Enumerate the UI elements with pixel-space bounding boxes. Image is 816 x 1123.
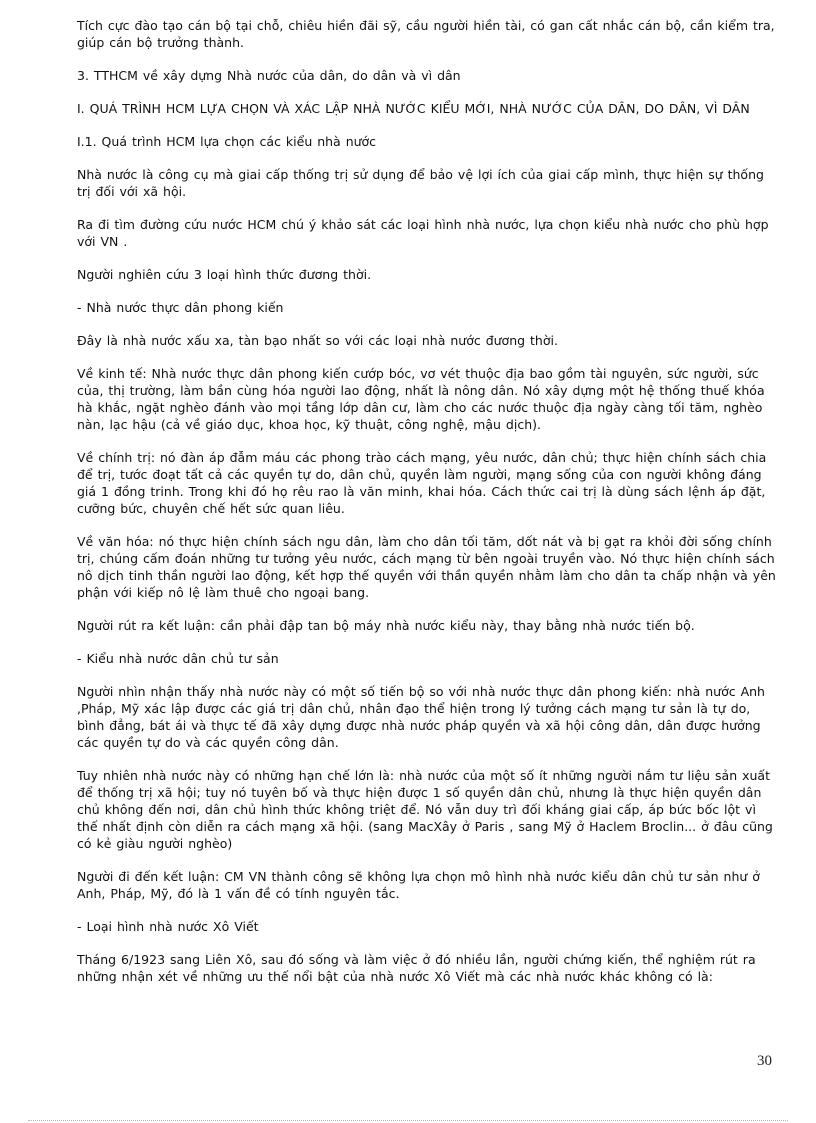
- paragraph-soviet-visit: Tháng 6/1923 sang Liên Xô, sau đó sống và làm việc ở đó nhiều lần, người chứng kiến, thể nghiệm rút ra những nhận xét về những ưu thế nổi bật của nhà nước Xô Viết mà các nhà nước khác không có là:: [77, 952, 756, 984]
- paragraph-training-cadres: Tích cực đào tạo cán bộ tại chỗ, chiêu hiền đãi sỹ, cầu người hiền tài, có gan cất nhắc cán bộ, cần kiểm tra, giúp cán bộ trưởng thành.: [77, 18, 775, 50]
- page-number: 30: [757, 1053, 772, 1069]
- paragraph-culture: Về văn hóa: nó thực hiện chính sách ngu dân, làm cho dân tối tăm, dốt nát và bị gạt ra khỏi đời sống chính trị, chúng cấm đoán những tư tưởng yêu nước, cách mạng từ bên ngoài truyền vào. Nó thực hiện chính sách nô dịch tinh thần người lao động, kết hợp thế quyền với thần quyền nhằm làm cho dân ta chấp nhận và yên phận với kiếp nô lệ làm thuê cho ngoại bang.: [77, 534, 776, 600]
- section-heading-state: 3. TTHCM về xây dựng Nhà nước của dân, do dân và vì dân: [77, 68, 461, 83]
- list-item-bourgeois-democracy: - Kiểu nhà nước dân chủ tư sản: [77, 651, 279, 666]
- subsection-heading: I.1. Quá trình HCM lựa chọn các kiểu nhà nước: [77, 134, 377, 149]
- paragraph-politics: Về chính trị: nó đàn áp đẫm máu các phong trào cách mạng, yêu nước, dân chủ; thực hiện chính sách chia để trị, tước đoạt tất cả các quyền tự do, dân chủ, quyền làm người, mạng sống của con người không đáng giá 1 đồng trinh. Trong khi đó họ rêu rao là văn minh, khai hóa. Cách thức cai trị là dùng sách lệnh áp đặt, cưỡng bức, chuyên chế hết sức quan liêu.: [77, 450, 767, 516]
- paragraph-conclusion-colonial: Người rút ra kết luận: cần phải đập tan bộ máy nhà nước kiểu này, thay bằng nhà nước tiến bộ.: [77, 618, 695, 633]
- paragraph-three-types: Người nghiên cứu 3 loại hình thức đương thời.: [77, 267, 372, 282]
- paragraph-bourgeois-progress: Người nhìn nhận thấy nhà nước này có một số tiến bộ so với nhà nước thực dân phong kiến: nhà nước Anh ,Pháp, Mỹ xác lập được các giá trị dân chủ, nhân đạo thể hiện trong lý tưởng cách mạng tư sản là tự do, bình đẳng, bát ái và thực tế đã xây dựng được nhà nước pháp quyền và xã hội công dân, dân được hưởng các quyền tự do và các quyền công dân.: [77, 684, 765, 750]
- paragraph-bourgeois-limits: Tuy nhiên nhà nước này có những hạn chế lớn là: nhà nước của một số ít những người nắm tư liệu sản xuất để thống trị xã hội; tuy nó tuyên bố và thực hiện được 1 số quyền dân chủ, nhưng là thực hiện quyền dân chủ không đến nơi, dân chủ hình thức không triệt để. Nó vẫn duy trì đối kháng giai cấp, áp bức bốc lột vì thế nhất định còn diễn ra cách mạng xã hội. (sang MacXây ở Paris , sang Mỹ ở Haclem Broclin... ở đâu cũng có kẻ giàu người nghèo): [77, 768, 773, 851]
- paragraph-colonial-summary: Đây là nhà nước xấu xa, tàn bạo nhất so với các loại nhà nước đương thời.: [77, 333, 558, 348]
- document-body: [77, 17, 777, 1001]
- paragraph-survey: Ra đi tìm đường cứu nước HCM chú ý khảo sát các loại hình nhà nước, lựa chọn kiểu nhà nước cho phù hợp với VN .: [77, 217, 769, 249]
- paragraph-state-definition: Nhà nước là công cụ mà giai cấp thống trị sử dụng để bảo vệ lợi ích của giai cấp mình, thực hiện sự thống trị đối với xã hội.: [77, 167, 764, 199]
- list-item-soviet: - Loại hình nhà nước Xô Viết: [77, 919, 259, 934]
- list-item-colonial-feudal: - Nhà nước thực dân phong kiến: [77, 300, 284, 315]
- paragraph-conclusion-bourgeois: Người đi đến kết luận: CM VN thành công sẽ không lựa chọn mô hình nhà nước kiểu dân chủ tư sản như ở Anh, Pháp, Mỹ, đó là 1 vấn đề có tính nguyên tắc.: [77, 869, 760, 901]
- page-bottom-divider: [28, 1120, 788, 1121]
- section-heading-process: I. QUÁ TRÌNH HCM LỰA CHỌN VÀ XÁC LẬP NHÀ NƯỚC KIỂU MỚI, NHÀ NƯỚC CỦA DÂN, DO DÂN, VÌ DÂN: [77, 101, 750, 116]
- paragraph-economy: Về kinh tế: Nhà nước thực dân phong kiến cướp bóc, vơ vét thuộc địa bao gồm tài nguyên, sức người, sức của, thị trường, làm bần cùng hóa người lao động, nhất là nông dân. Nó xây dựng một hệ thống thuế khóa hà khắc, ngặt nghèo đánh vào mọi tầng lớp dân cư, làm cho các nước thuộc địa ngày càng tối tăm, nghèo nàn, lạc hậu (cả về giáo dục, khoa học, kỹ thuật, công nghệ, mậu dịch).: [77, 366, 765, 432]
